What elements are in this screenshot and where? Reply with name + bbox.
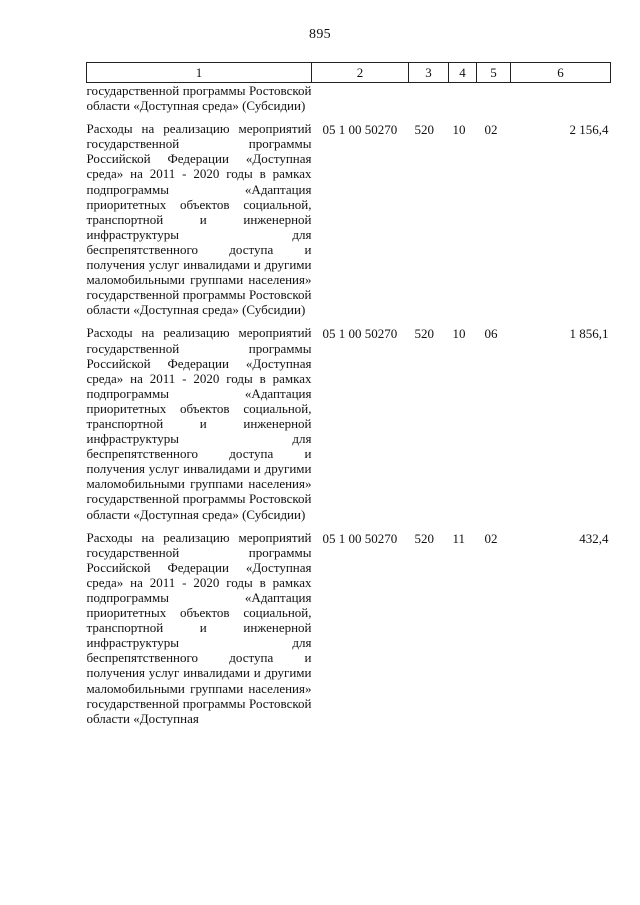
empty-cell [449, 83, 477, 121]
row-description: Расходы на реализацию мероприятий государственной программы Российской Федерации «Доступная среда» на 2011 - 2020 годы в рамках подпрограммы «Адаптация приоритетных объектов социальной, транспортной и инженерной инфраструктуры для беспрепятственного доступа и получения услуг инвалидами и другими маломобильными группами населения» государственной программы Ростовской области «Доступная среда» (Субсидии) [86, 121, 312, 318]
table-row-continuation [87, 83, 611, 121]
continuation-description [87, 83, 312, 121]
header-col-6: 6 [511, 63, 611, 83]
empty-cell [511, 83, 611, 121]
header-col-1: 1 [87, 63, 312, 83]
row-col-4: 10 [452, 326, 466, 342]
table-row [87, 324, 611, 528]
row-description: Расходы на реализацию мероприятий государственной программы Российской Федерации «Доступная среда» на 2011 - 2020 годы в рамках подпрограммы «Адаптация приоритетных объектов социальной, транспортной и инженерной инфраструктуры для беспрепятственного доступа и получения услуг инвалидами и другими маломобильными группами населения» государственной программы Ростовской области «Доступная среда» (Субсидии) [86, 325, 312, 522]
row-code: 05 1 00 50270 [322, 122, 398, 138]
row-code: 05 1 00 50270 [322, 326, 398, 342]
table-row [87, 120, 611, 324]
row-col-4: 11 [452, 530, 466, 546]
row-amount: 1 856,1 [569, 326, 609, 342]
row-amount: 2 156,4 [569, 122, 609, 138]
row-col-3: 520 [414, 326, 434, 342]
header-col-4: 4 [449, 63, 477, 83]
row-col-5: 02 [484, 122, 498, 138]
empty-cell [477, 83, 511, 121]
row-amount: 432,4 [579, 530, 609, 546]
row-col-4: 10 [452, 122, 466, 138]
budget-table [86, 62, 611, 733]
row-description: Расходы на реализацию мероприятий государственной программы Российской Федерации «Доступная среда» на 2011 - 2020 годы в рамках подпрограммы «Адаптация приоритетных объектов социальной, транспортной и инженерной инфраструктуры для беспрепятственного доступа и получения услуг инвалидами и другими маломобильными группами населения» государственной программы Ростовской области «Доступная [86, 529, 312, 726]
row-code: 05 1 00 50270 [322, 530, 398, 546]
row-col-5: 02 [484, 530, 498, 546]
continuation-text: государственной программы Ростовской области «Доступная среда» (Субсидии) [86, 83, 312, 114]
row-col-5: 06 [484, 326, 498, 342]
header-col-3: 3 [409, 63, 449, 83]
table-row [87, 529, 611, 733]
header-col-5: 5 [477, 63, 511, 83]
row-col-3: 520 [414, 122, 434, 138]
empty-cell [409, 83, 449, 121]
page-number: 895 [309, 27, 331, 42]
header-row [87, 63, 611, 83]
empty-cell [312, 83, 409, 121]
header-col-2: 2 [312, 63, 409, 83]
row-col-3: 520 [414, 530, 434, 546]
